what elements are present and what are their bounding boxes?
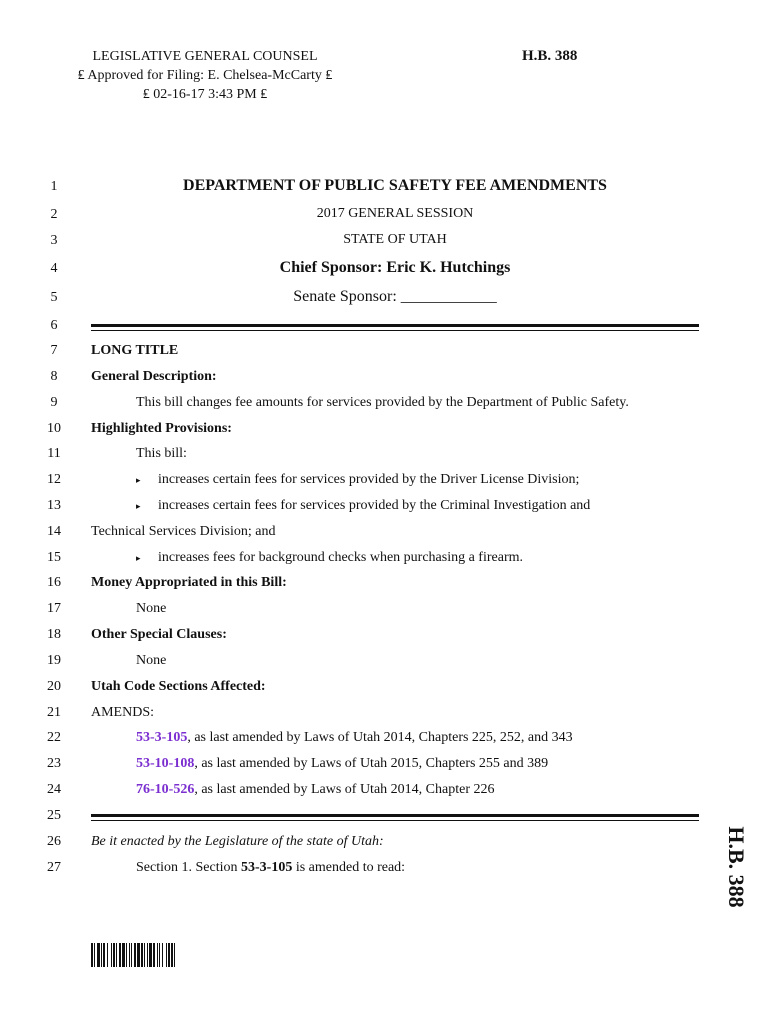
line-number: 26	[47, 834, 61, 849]
divider-top	[91, 324, 699, 327]
line-number: 3	[50, 233, 58, 248]
line-number: 1	[50, 179, 58, 194]
line-number: 10	[47, 421, 61, 436]
section-citation: , as last amended by Laws of Utah 2014, Chapter 226	[194, 782, 495, 797]
code-affected-heading: Utah Code Sections Affected:	[91, 679, 266, 694]
senate-sponsor: Senate Sponsor: ____________	[293, 288, 497, 305]
special-clauses-value: None	[136, 653, 167, 668]
line-number: 13	[47, 498, 61, 513]
special-clauses-heading: Other Special Clauses:	[91, 627, 227, 642]
long-title-heading: LONG TITLE	[91, 343, 179, 358]
divider-top-thin	[91, 330, 699, 331]
bullet-icon: ▸	[136, 501, 141, 511]
bullet-icon: ▸	[136, 553, 141, 563]
line-number: 12	[47, 472, 61, 487]
this-bill-label: This bill:	[136, 446, 187, 461]
amended-section	[136, 730, 573, 746]
line-number: 17	[47, 601, 61, 616]
line-number: 9	[50, 395, 58, 410]
general-description-heading: General Description:	[91, 369, 217, 384]
section-link[interactable]: 53-3-105	[136, 730, 188, 745]
section-1-prefix: Section 1. Section	[136, 860, 241, 875]
provision-1: increases certain fees for services provided by the Driver License Division;	[158, 472, 580, 487]
section-citation: , as last amended by Laws of Utah 2014, Chapters 225, 252, and 343	[187, 730, 573, 745]
line-number: 25	[47, 808, 61, 823]
highlighted-provisions-heading: Highlighted Provisions:	[91, 421, 232, 436]
divider-bottom-thin	[91, 820, 699, 821]
line-number: 8	[50, 369, 58, 384]
provision-2: increases certain fees for services provided by the Criminal Investigation and	[158, 498, 591, 513]
state-label: STATE OF UTAH	[343, 232, 447, 247]
line-number: 23	[47, 756, 61, 771]
line-number: 20	[47, 679, 61, 694]
side-bill-label	[712, 812, 756, 922]
section-link[interactable]: 76-10-526	[136, 782, 195, 797]
line-number: 7	[50, 343, 58, 358]
section-1-suffix: is amended to read:	[292, 860, 406, 875]
section-citation: , as last amended by Laws of Utah 2015, Chapters 255 and 389	[194, 756, 549, 771]
amended-section	[136, 756, 548, 772]
bill-number: H.B. 388	[522, 48, 578, 64]
chief-sponsor: Chief Sponsor: Eric K. Hutchings	[279, 259, 511, 276]
line-number: 24	[47, 782, 61, 797]
timestamp-line: ₤ 02-16-17 3:43 PM ₤	[142, 87, 268, 102]
bullet-icon: ▸	[136, 475, 141, 485]
line-number: 5	[50, 290, 58, 305]
line-number: 4	[50, 261, 58, 276]
approved-line: ₤ Approved for Filing: E. Chelsea-McCarty ₤	[77, 68, 333, 83]
divider-bottom	[91, 814, 699, 817]
line-number: 14	[47, 524, 61, 539]
amends-label: AMENDS:	[91, 705, 155, 720]
session-label: 2017 GENERAL SESSION	[316, 206, 474, 221]
bill-title: DEPARTMENT OF PUBLIC SAFETY FEE AMENDMENTS	[183, 177, 607, 194]
line-number: 22	[47, 730, 61, 745]
header-block	[55, 47, 355, 104]
money-heading: Money Appropriated in this Bill:	[91, 575, 287, 590]
side-bill-text: H.B. 388	[723, 826, 749, 908]
enacting-clause: Be it enacted by the Legislature of the state of Utah:	[91, 834, 384, 849]
counsel-label: LEGISLATIVE GENERAL COUNSEL	[92, 49, 318, 64]
line-number: 11	[47, 446, 61, 461]
amended-section	[136, 782, 494, 798]
line-number: 27	[47, 860, 61, 875]
line-number: 16	[47, 575, 61, 590]
line-number: 19	[47, 653, 61, 668]
provision-3: increases fees for background checks when purchasing a firearm.	[158, 550, 524, 565]
money-value: None	[136, 601, 167, 616]
section-1-code: 53-3-105	[241, 860, 293, 875]
section-1-heading	[136, 860, 405, 876]
barcode-icon	[91, 943, 231, 967]
section-link[interactable]: 53-10-108	[136, 756, 195, 771]
line-number: 6	[50, 318, 58, 333]
line-number: 15	[47, 550, 61, 565]
line-number: 18	[47, 627, 61, 642]
provision-2-continued: Technical Services Division; and	[91, 524, 276, 539]
description-text: This bill changes fee amounts for services provided by the Department of Public Safety.	[136, 395, 629, 410]
line-number: 21	[47, 705, 61, 720]
line-number: 2	[50, 207, 58, 222]
